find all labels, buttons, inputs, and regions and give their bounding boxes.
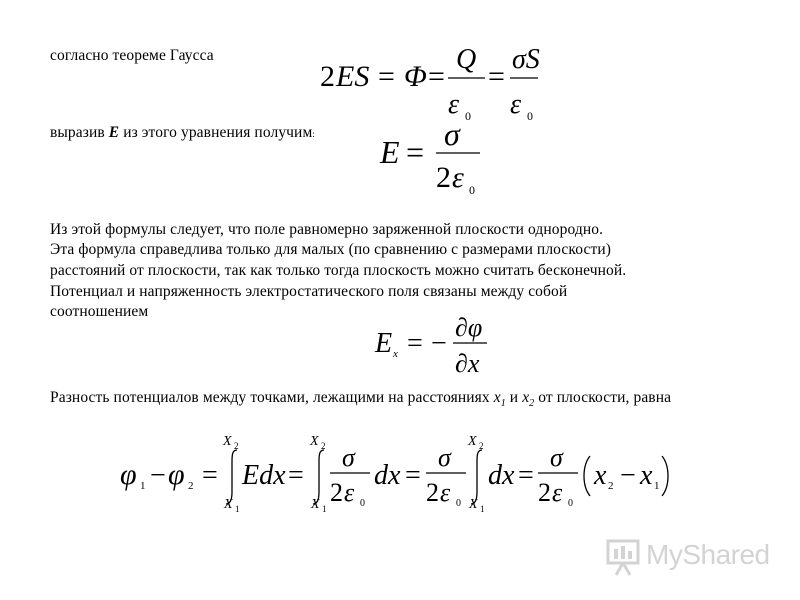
svg-text:2: 2	[426, 478, 439, 507]
svg-text:1: 1	[140, 480, 146, 492]
svg-text:=: =	[378, 60, 395, 93]
express-e-sentence	[50, 123, 315, 144]
potential-gradient-formula	[375, 312, 495, 382]
svg-text:ε: ε	[344, 478, 355, 507]
svg-text:dx: dx	[374, 460, 401, 491]
svg-text:dx: dx	[488, 460, 515, 491]
svg-text:Edx: Edx	[242, 460, 286, 491]
svg-text:0: 0	[465, 109, 471, 123]
paragraph-line-1: Из этой формулы следует, что поле равномерно заряженной плоскости однородно.	[50, 221, 604, 238]
svg-text:2: 2	[330, 478, 343, 507]
svg-text:E: E	[375, 328, 393, 359]
svg-text:X: X	[311, 497, 320, 512]
svg-text:E: E	[380, 134, 400, 170]
svg-text:=: =	[202, 460, 218, 491]
gauss-flux-formula	[320, 40, 540, 123]
svg-text:1: 1	[235, 504, 240, 514]
svg-text:φ: φ	[120, 458, 137, 491]
express-post: из этого уравнения получим	[119, 124, 313, 141]
svg-text:0: 0	[568, 498, 573, 509]
svg-text:=: =	[407, 328, 423, 359]
svg-text:σ: σ	[444, 116, 460, 152]
watermark-text: MyShared	[646, 539, 770, 570]
paragraph-line-2: Эта формула справедлива только для малых (по сравнению с размерами плоскости)	[50, 241, 611, 258]
svg-text:1: 1	[654, 480, 660, 492]
svg-text:x: x	[640, 460, 653, 491]
svg-text:1: 1	[322, 504, 327, 514]
svg-text:ε: ε	[440, 478, 451, 507]
svg-text:Q: Q	[456, 44, 477, 75]
svg-text:=: =	[488, 60, 505, 93]
svg-text:−: −	[620, 460, 636, 491]
paragraph-line-5: соотношением	[50, 303, 149, 320]
svg-text:=: =	[406, 134, 425, 170]
svg-text:2: 2	[320, 60, 335, 93]
svg-text:Φ: Φ	[404, 60, 427, 93]
svg-text:σ: σ	[550, 443, 563, 472]
svg-text:x: x	[393, 348, 398, 360]
svg-text:X: X	[468, 434, 477, 449]
gauss-theorem-label: согласно теореме Гаусса	[50, 47, 214, 64]
svg-text:2: 2	[234, 441, 239, 451]
presentation-board-icon	[604, 537, 644, 577]
potential-difference-sentence	[50, 388, 671, 413]
svg-text:=: =	[288, 460, 304, 491]
svg-text:0: 0	[360, 498, 365, 509]
svg-text:∂x: ∂x	[455, 349, 480, 378]
svg-text:φ: φ	[168, 458, 185, 491]
svg-text:−: −	[431, 328, 447, 359]
svg-text:σ: σ	[438, 443, 451, 472]
field-strength-formula	[380, 115, 490, 195]
svg-text:2: 2	[321, 441, 326, 451]
svg-text:X: X	[310, 434, 319, 449]
svg-text:ε: ε	[552, 478, 563, 507]
svg-text:=: =	[428, 60, 445, 93]
svg-text:ε: ε	[448, 89, 460, 120]
svg-text:ES: ES	[336, 60, 370, 93]
svg-text:x: x	[594, 460, 607, 491]
svg-text:2: 2	[188, 480, 194, 492]
diff-sub1: 1	[500, 398, 506, 410]
svg-text:0: 0	[527, 109, 533, 123]
express-var-e: E	[108, 124, 120, 141]
svg-text:=: =	[405, 460, 421, 491]
diff-x2: x	[522, 389, 530, 406]
svg-text:2: 2	[436, 161, 451, 194]
diff-and: и	[505, 389, 523, 406]
svg-text:X: X	[224, 497, 233, 512]
myshared-watermark	[604, 537, 774, 577]
svg-text:−: −	[150, 460, 166, 491]
svg-text:1: 1	[480, 504, 485, 514]
diff-x1: x	[493, 389, 501, 406]
express-tail: :	[312, 129, 315, 139]
potential-difference-formula	[120, 428, 680, 512]
svg-text:X: X	[469, 497, 478, 512]
svg-text:2: 2	[538, 478, 551, 507]
express-pre: выразив	[50, 124, 109, 141]
svg-text:2: 2	[479, 441, 484, 451]
svg-text:X: X	[223, 434, 232, 449]
svg-text:2: 2	[608, 480, 614, 492]
diff-post: от плоскости, равна	[534, 389, 672, 406]
svg-text:∂φ: ∂φ	[455, 313, 483, 342]
paragraph-line-4: Потенциал и напряженность электростатического поля связаны между собой	[50, 283, 568, 300]
svg-text:ε: ε	[452, 161, 464, 194]
svg-text:σS: σS	[512, 44, 540, 75]
svg-text:ε: ε	[510, 89, 522, 120]
svg-text:=: =	[518, 460, 534, 491]
paragraph-line-3: расстояний от плоскости, так как только тогда плоскость можно считать бесконечной.	[50, 262, 627, 279]
diff-pre: Разность потенциалов между точками, лежащими на расстояниях	[50, 389, 494, 406]
diff-sub2: 2	[529, 398, 535, 410]
svg-text:σ: σ	[342, 443, 355, 472]
svg-text:0: 0	[456, 498, 461, 509]
svg-text:0: 0	[469, 183, 475, 197]
